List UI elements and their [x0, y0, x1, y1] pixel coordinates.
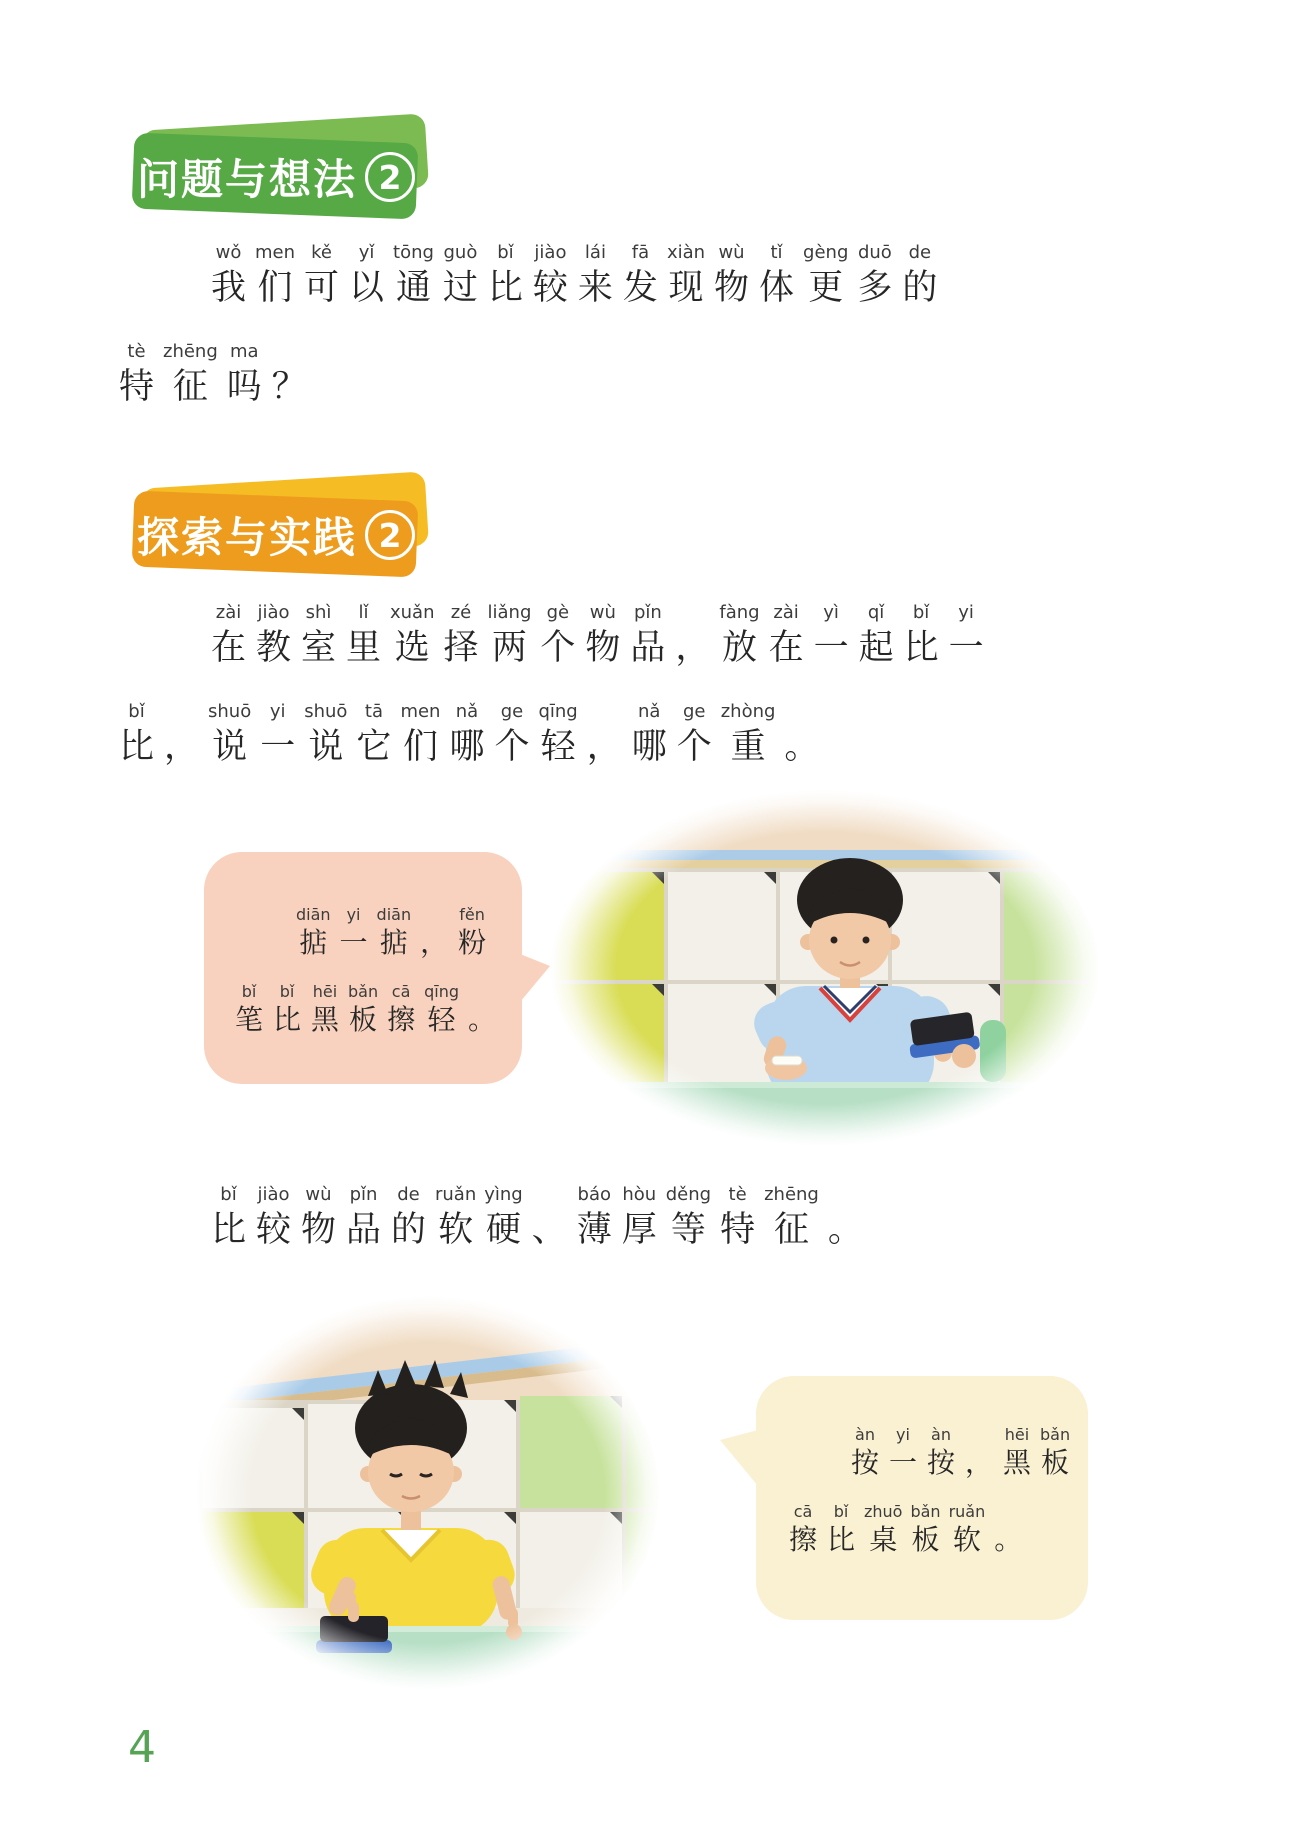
- pinyin: bǎn: [1040, 1425, 1071, 1444]
- ruby-unit: [803, 240, 848, 311]
- pinyin: wǒ: [215, 242, 242, 263]
- hanzi: 板: [1041, 1448, 1070, 1479]
- circled-2-icon: 2: [365, 152, 415, 202]
- pinyin: hēi: [312, 982, 338, 1001]
- ruby-unit: [310, 981, 340, 1040]
- hanzi: 比: [487, 268, 523, 307]
- pinyin: tā: [364, 701, 383, 722]
- hanzi: 一: [813, 628, 849, 667]
- pinyin: lǐ: [358, 602, 369, 623]
- hanzi: 它: [356, 727, 392, 766]
- hanzi: 、: [531, 1210, 567, 1249]
- ruby-unit: [493, 699, 530, 770]
- ruby-unit: [393, 240, 434, 311]
- ruby-unit: [435, 1182, 476, 1253]
- hanzi: 现: [668, 268, 704, 307]
- pinyin: hēi: [1004, 1425, 1030, 1444]
- hanzi: 哪: [449, 727, 485, 766]
- pinyin: xuǎn: [390, 602, 435, 623]
- hanzi: 轻: [427, 1005, 456, 1036]
- speech-bubble-weigh: [204, 852, 522, 1084]
- bubble-tail: [720, 1430, 758, 1486]
- hanzi: 黑: [310, 1005, 339, 1036]
- pinyin: ruǎn: [435, 1184, 477, 1205]
- hanzi: 掂: [379, 928, 408, 959]
- ruby-unit: [576, 1182, 613, 1253]
- hanzi: 薄: [576, 1210, 612, 1249]
- ruby-unit: [348, 981, 378, 1040]
- hanzi: 。: [784, 727, 820, 766]
- ruby-unit: [858, 600, 895, 671]
- ruby-unit: [850, 1424, 880, 1483]
- ruby-unit: [271, 339, 308, 410]
- hanzi: 说: [308, 727, 344, 766]
- ruby-unit: [390, 600, 435, 671]
- pinyin: duō: [857, 242, 892, 263]
- hanzi: 们: [402, 727, 438, 766]
- pinyin: nǎ: [638, 701, 661, 722]
- ruby-unit: [586, 699, 623, 770]
- ruby-unit: [210, 240, 247, 311]
- bubble-tail: [520, 954, 550, 1002]
- pinyin: yi: [896, 1425, 910, 1444]
- text-line: [118, 240, 946, 311]
- ruby-unit: [304, 699, 347, 770]
- ruby-unit: [255, 240, 295, 311]
- pinyin: bǐ: [241, 982, 257, 1001]
- badge-label: 探索与实践: [136, 513, 357, 562]
- ruby-unit: [631, 699, 668, 770]
- ruby-unit: [488, 600, 532, 671]
- hanzi: 物: [300, 1210, 336, 1249]
- hanzi: 硬: [485, 1210, 521, 1249]
- text-line: [788, 1501, 1064, 1560]
- ruby-unit: [758, 240, 795, 311]
- hanzi: 等: [670, 1210, 706, 1249]
- hanzi: 擦: [788, 1525, 817, 1556]
- ruby-unit: [888, 1424, 918, 1483]
- pinyin: men: [400, 701, 441, 722]
- ruby-unit: [826, 1501, 856, 1560]
- ruby-unit: [300, 1182, 337, 1253]
- hanzi: 比: [118, 727, 154, 766]
- pinyin: qīng: [538, 701, 578, 722]
- ruby-unit: [713, 240, 750, 311]
- pinyin: bǐ: [220, 1184, 237, 1205]
- text-line: [118, 339, 946, 410]
- ruby-unit: [339, 904, 369, 963]
- pinyin: ma: [229, 341, 259, 362]
- pinyin: wù: [718, 242, 745, 263]
- ruby-unit: [345, 1182, 382, 1253]
- pinyin: zé: [450, 602, 472, 623]
- ruby-unit: [903, 600, 940, 671]
- ruby-unit: [813, 600, 850, 671]
- hanzi: 起: [858, 628, 894, 667]
- ruby-unit: [208, 699, 251, 770]
- hanzi: 个: [540, 628, 576, 667]
- hanzi: 一: [260, 727, 296, 766]
- pinyin: bǎn: [910, 1502, 941, 1521]
- hanzi: 重: [730, 727, 766, 766]
- ruby-unit: [467, 981, 497, 1040]
- bubble-text: [788, 1424, 1071, 1560]
- hanzi: 在: [768, 628, 804, 667]
- circled-2-icon: 2: [365, 510, 415, 560]
- pinyin: jiào: [257, 602, 290, 623]
- pinyin: děng: [665, 1184, 712, 1205]
- hanzi: 物: [585, 628, 621, 667]
- hanzi: 。: [468, 1005, 497, 1036]
- hanzi: 的: [902, 268, 938, 307]
- pinyin: gèng: [803, 242, 849, 263]
- ruby-unit: [487, 240, 524, 311]
- ruby-unit: [272, 981, 302, 1040]
- ruby-unit: [622, 240, 659, 311]
- hanzi: 比: [826, 1525, 855, 1556]
- ruby-unit: [964, 1424, 994, 1483]
- section-badge-explore-practice: [133, 482, 429, 572]
- hanzi: 在: [210, 628, 246, 667]
- pinyin: de: [397, 1184, 420, 1205]
- hanzi: 比: [272, 1005, 301, 1036]
- hanzi: 们: [257, 268, 293, 307]
- ruby-unit: [255, 1182, 292, 1253]
- photo-boy-weighing-eraser-and-chalk: [550, 790, 1100, 1146]
- ruby-unit: [484, 1182, 523, 1253]
- ruby-unit: [531, 1182, 568, 1253]
- hanzi: 软: [438, 1210, 474, 1249]
- pinyin: fā: [631, 242, 650, 263]
- hanzi: 吗: [226, 367, 262, 406]
- pinyin: tè: [127, 341, 146, 362]
- hanzi: 按: [926, 1448, 955, 1479]
- hanzi: 两: [491, 628, 527, 667]
- badge-label: 问题与想法: [136, 155, 357, 204]
- hanzi: 个: [494, 727, 530, 766]
- hanzi: 以: [349, 268, 385, 307]
- pinyin: hòu: [622, 1184, 657, 1205]
- pinyin: tǐ: [770, 242, 783, 263]
- hanzi: 征: [172, 367, 208, 406]
- ruby-unit: [424, 981, 459, 1040]
- hanzi: 黑: [1002, 1448, 1031, 1479]
- ruby-unit: [621, 1182, 658, 1253]
- ruby-unit: [768, 600, 805, 671]
- ruby-unit: [719, 1182, 756, 1253]
- pinyin: ge: [682, 701, 706, 722]
- pinyin: fàng: [719, 602, 760, 623]
- ruby-unit: [949, 1501, 986, 1560]
- pinyin: cā: [793, 1502, 813, 1521]
- ruby-unit: [629, 600, 666, 671]
- hanzi: 擦: [387, 1005, 416, 1036]
- pinyin: àn: [855, 1425, 875, 1444]
- ruby-unit: [783, 699, 820, 770]
- pinyin: shuō: [208, 701, 252, 722]
- ruby-unit: [118, 339, 155, 410]
- pinyin: jiào: [534, 242, 567, 263]
- pinyin: zài: [215, 602, 242, 623]
- ruby-unit: [448, 699, 485, 770]
- ruby-unit: [210, 1182, 247, 1253]
- pinyin: yi: [958, 602, 974, 623]
- hanzi: 更: [808, 268, 844, 307]
- ruby-unit: [539, 600, 576, 671]
- ruby-unit: [296, 904, 331, 963]
- hanzi: 征: [773, 1210, 809, 1249]
- ruby-unit: [667, 240, 705, 311]
- hanzi: 说: [212, 727, 248, 766]
- pinyin: shì: [305, 602, 332, 623]
- hanzi: 桌: [869, 1525, 898, 1556]
- hanzi: 的: [390, 1210, 426, 1249]
- pinyin: zhuō: [864, 1502, 903, 1521]
- hanzi: 择: [443, 628, 479, 667]
- pinyin: diān: [376, 905, 412, 924]
- text-line: [118, 699, 993, 770]
- ruby-unit: [901, 240, 938, 311]
- hanzi: 里: [345, 628, 381, 667]
- hanzi: 室: [300, 628, 336, 667]
- hanzi: 体: [759, 268, 795, 307]
- hanzi: 放: [721, 628, 757, 667]
- hanzi: 特: [720, 1210, 756, 1249]
- page-number: 4: [128, 1722, 156, 1773]
- hanzi: 板: [911, 1525, 940, 1556]
- pinyin: tè: [728, 1184, 747, 1205]
- ruby-unit: [163, 699, 200, 770]
- hanzi: 比: [210, 1210, 246, 1249]
- bubble-text: [234, 904, 498, 1040]
- pinyin: yǐ: [358, 242, 375, 263]
- pinyin: bǐ: [497, 242, 514, 263]
- hanzi: 哪: [631, 727, 667, 766]
- hanzi: 品: [345, 1210, 381, 1249]
- pinyin: pǐn: [633, 602, 662, 623]
- pinyin: gè: [546, 602, 570, 623]
- hanzi: 一: [888, 1448, 917, 1479]
- pinyin: pǐn: [349, 1184, 378, 1205]
- pinyin: cā: [391, 982, 411, 1001]
- ruby-unit: [910, 1501, 940, 1560]
- pinyin: de: [908, 242, 932, 263]
- ruby-unit: [226, 339, 263, 410]
- hanzi: 较: [255, 1210, 291, 1249]
- ruby-unit: [234, 981, 264, 1040]
- hanzi: 我: [210, 268, 246, 307]
- pinyin: báo: [577, 1184, 611, 1205]
- ruby-unit: [419, 904, 449, 963]
- hanzi: ，: [675, 628, 711, 667]
- ruby-unit: [386, 981, 416, 1040]
- text-line: [234, 981, 498, 1040]
- pinyin: lái: [584, 242, 606, 263]
- pinyin: bǐ: [912, 602, 930, 623]
- pinyin: àn: [931, 1425, 951, 1444]
- paragraph-activity-weight: [118, 600, 993, 770]
- hanzi: 。: [994, 1525, 1023, 1556]
- pinyin: qīng: [424, 982, 460, 1001]
- pinyin: ruǎn: [948, 1502, 986, 1521]
- ruby-unit: [764, 1182, 819, 1253]
- pinyin: xiàn: [666, 242, 706, 263]
- ruby-unit: [303, 240, 340, 311]
- hanzi: 多: [857, 268, 893, 307]
- pinyin: wù: [305, 1184, 332, 1205]
- pinyin: qǐ: [867, 602, 885, 623]
- ruby-unit: [532, 240, 569, 311]
- pinyin: shuō: [304, 701, 348, 722]
- hanzi: 软: [952, 1525, 981, 1556]
- ruby-unit: [1040, 1424, 1070, 1483]
- ruby-unit: [259, 699, 296, 770]
- pinyin: tōng: [393, 242, 434, 263]
- hanzi: 较: [532, 268, 568, 307]
- pinyin: zài: [773, 602, 799, 623]
- pinyin: zhòng: [720, 701, 776, 722]
- text-line: [788, 1424, 1071, 1483]
- hanzi: 发: [622, 268, 658, 307]
- pinyin: men: [255, 242, 296, 263]
- ruby-unit: [788, 1501, 818, 1560]
- ruby-unit: [666, 1182, 711, 1253]
- hanzi: 过: [442, 268, 478, 307]
- ruby-unit: [355, 699, 392, 770]
- hanzi: 厚: [621, 1210, 657, 1249]
- ruby-unit: [377, 904, 412, 963]
- ruby-unit: [345, 600, 382, 671]
- pinyin: liǎng: [487, 602, 532, 623]
- ruby-unit: [210, 600, 247, 671]
- ruby-unit: [255, 600, 292, 671]
- ruby-unit: [118, 699, 155, 770]
- pinyin: fěn: [459, 905, 485, 924]
- pinyin: diān: [296, 905, 331, 924]
- pinyin: yi: [269, 701, 286, 722]
- ruby-unit: [443, 600, 480, 671]
- hanzi: 物: [714, 268, 750, 307]
- speech-bubble-press: [756, 1376, 1088, 1620]
- ruby-unit: [390, 1182, 427, 1253]
- ruby-unit: [442, 240, 479, 311]
- hanzi: 。: [827, 1210, 863, 1249]
- ruby-unit: [1002, 1424, 1032, 1483]
- hanzi: 按: [850, 1448, 879, 1479]
- hanzi: 轻: [540, 727, 576, 766]
- pinyin: wù: [589, 602, 616, 623]
- hanzi: 可: [304, 268, 340, 307]
- ruby-unit: [538, 699, 577, 770]
- hanzi: 比: [903, 628, 939, 667]
- pinyin: zhēng: [764, 1184, 819, 1205]
- ruby-unit: [674, 600, 711, 671]
- ruby-unit: [948, 600, 985, 671]
- hanzi: 粉: [458, 928, 487, 959]
- photo-boy-pressing-eraser: [196, 1296, 660, 1690]
- hanzi: 一: [948, 628, 984, 667]
- paragraph-activity-softness: [118, 1182, 872, 1253]
- hanzi: 一: [339, 928, 368, 959]
- hanzi: 品: [630, 628, 666, 667]
- hanzi: 教: [255, 628, 291, 667]
- hanzi: 个: [676, 727, 712, 766]
- ruby-unit: [163, 339, 218, 410]
- text-line: [234, 904, 498, 963]
- pinyin: guò: [443, 242, 478, 263]
- ruby-unit: [457, 904, 487, 963]
- pinyin: bǐ: [128, 701, 145, 722]
- pinyin: bǐ: [279, 982, 295, 1001]
- ruby-unit: [676, 699, 713, 770]
- hanzi: 笔: [234, 1005, 263, 1036]
- paragraph-question: [118, 240, 946, 410]
- hanzi: 通: [395, 268, 431, 307]
- ruby-unit: [584, 600, 621, 671]
- pinyin: ge: [500, 701, 524, 722]
- hanzi: 来: [577, 268, 613, 307]
- pinyin: bǎn: [348, 982, 379, 1001]
- hanzi: ，: [586, 727, 622, 766]
- pinyin: bǐ: [833, 1502, 849, 1521]
- ruby-unit: [864, 1501, 902, 1560]
- pinyin: yì: [823, 602, 839, 623]
- text-line: [118, 1182, 872, 1253]
- pinyin: yìng: [484, 1184, 523, 1205]
- hanzi: ？: [271, 367, 307, 406]
- hanzi: 选: [394, 628, 430, 667]
- hanzi: ，: [964, 1448, 993, 1479]
- ruby-unit: [856, 240, 893, 311]
- hanzi: 特: [118, 367, 154, 406]
- ruby-unit: [577, 240, 614, 311]
- ruby-unit: [300, 600, 337, 671]
- ruby-unit: [926, 1424, 956, 1483]
- pinyin: kě: [311, 242, 332, 263]
- section-badge-questions-ideas: [133, 124, 429, 214]
- ruby-unit: [993, 1501, 1023, 1560]
- ruby-unit: [400, 699, 440, 770]
- ruby-unit: [719, 600, 759, 671]
- hanzi: ，: [163, 727, 199, 766]
- pinyin: nǎ: [455, 701, 479, 722]
- ruby-unit: [827, 1182, 864, 1253]
- badge-text: [133, 140, 419, 214]
- ruby-unit: [348, 240, 385, 311]
- pinyin: jiào: [257, 1184, 290, 1205]
- ruby-unit: [721, 699, 776, 770]
- pinyin: yi: [346, 905, 361, 924]
- pinyin: zhēng: [163, 341, 218, 362]
- text-line: [118, 600, 993, 671]
- hanzi: 掂: [299, 928, 328, 959]
- hanzi: ，: [420, 928, 449, 959]
- badge-text: [133, 498, 419, 572]
- hanzi: 板: [349, 1005, 378, 1036]
